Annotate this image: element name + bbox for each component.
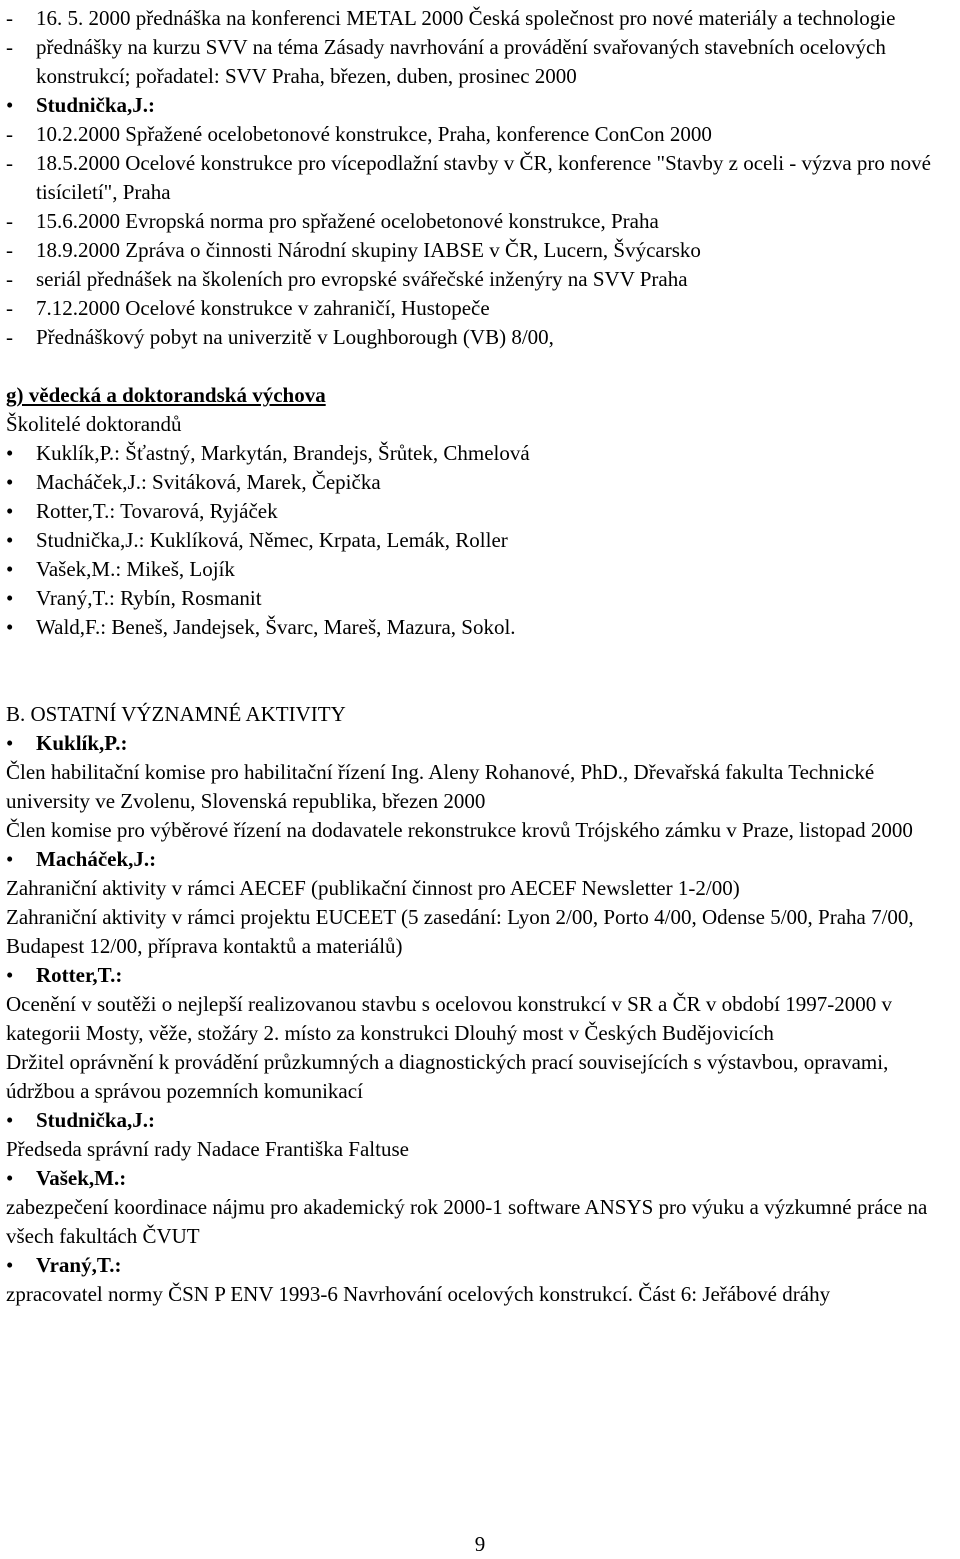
bullet-marker: • xyxy=(6,615,14,639)
activity-paragraph: Ocenění v soutěži o nejlepší realizovanou stavbu s ocelovou konstrukcí v SR a ČR v období 1997-2000 v kategorii Mosty, věže, stožáry 2. místo za konstrukci Dlouhý most v Českých Budějovicích xyxy=(6,992,892,1045)
bullet-marker: • xyxy=(6,1108,14,1132)
list-item-text: Vraný,T.: Rybín, Rosmanit xyxy=(36,586,262,610)
activities-section xyxy=(6,729,956,1309)
list-item-text: Macháček,J.: Svitáková, Marek, Čepička xyxy=(36,470,381,494)
supervisor-list xyxy=(6,439,956,642)
person-heading xyxy=(6,845,956,874)
list-item xyxy=(6,236,956,265)
bullet-marker: • xyxy=(6,499,14,523)
list-item-text: seriál přednášek na školeních pro evropské svářečské inženýry na SVV Praha xyxy=(36,267,688,291)
list-item-text: 7.12.2000 Ocelové konstrukce v zahraničí, Hustopeče xyxy=(36,296,490,320)
dash-marker: - xyxy=(6,296,13,320)
activity-paragraph: Držitel oprávnění k provádění průzkumných a diagnostických prací souvisejících s výstavbou, opravami, údržbou a správou pozemních komunikací xyxy=(6,1050,889,1103)
bullet-marker: • xyxy=(6,586,14,610)
person-name: Rotter,T.: xyxy=(36,963,123,987)
list-item xyxy=(6,497,956,526)
list-item-text: 15.6.2000 Evropská norma pro spřažené ocelobetonové konstrukce, Praha xyxy=(36,209,659,233)
dash-marker: - xyxy=(6,238,13,262)
dash-marker: - xyxy=(6,325,13,349)
activity-paragraph: zpracovatel normy ČSN P ENV 1993-6 Navrhování ocelových konstrukcí. Část 6: Jeřábové dráhy xyxy=(6,1282,831,1306)
page-content xyxy=(6,4,956,1309)
dash-marker: - xyxy=(6,35,13,59)
list-item xyxy=(6,4,956,33)
bullet-marker: • xyxy=(6,847,14,871)
dash-marker: - xyxy=(6,122,13,146)
bullet-marker: • xyxy=(6,1253,14,1277)
activity-paragraph: Předseda správní rady Nadace Františka Faltuse xyxy=(6,1137,409,1161)
person-heading xyxy=(6,1164,956,1193)
list-item-text: Vašek,M.: Mikeš, Lojík xyxy=(36,557,235,581)
list-item-text: Rotter,T.: Tovarová, Ryjáček xyxy=(36,499,278,523)
activity-paragraph: Zahraniční aktivity v rámci AECEF (publikační činnost pro AECEF Newsletter 1-2/00) xyxy=(6,876,740,900)
person-name: Studnička,J.: xyxy=(36,93,156,117)
person-name: Vašek,M.: xyxy=(36,1166,127,1190)
list-item xyxy=(6,294,956,323)
bullet-marker: • xyxy=(6,963,14,987)
list-item xyxy=(6,323,956,352)
person-name: Macháček,J.: xyxy=(36,847,157,871)
list-item-text: Wald,F.: Beneš, Jandejsek, Švarc, Mareš, Mazura, Sokol. xyxy=(36,615,516,639)
list-item xyxy=(6,33,956,91)
section-b-heading: B. OSTATNÍ VÝZNAMNÉ AKTIVITY xyxy=(6,702,346,726)
activity-paragraph: Člen habilitační komise pro habilitační řízení Ing. Aleny Rohanové, PhD., Dřevařská fakulta Technické university ve Zvolenu, Slovenská republika, březen 2000 xyxy=(6,760,875,813)
spacer xyxy=(6,642,956,700)
person-name: Kuklík,P.: xyxy=(36,731,128,755)
studnicka-heading xyxy=(6,91,956,120)
list-item-text: přednášky na kurzu SVV na téma Zásady navrhování a provádění svařovaných stavebních ocelových konstrukcí; pořadatel: SVV Praha, březen, duben, prosinec 2000 xyxy=(36,35,886,88)
person-heading xyxy=(6,729,956,758)
list-item-text: 18.9.2000 Zpráva o činnosti Národní skupiny IABSE v ČR, Lucern, Švýcarsko xyxy=(36,238,701,262)
person-name: Vraný,T.: xyxy=(36,1253,122,1277)
list-item-text: Kuklík,P.: Šťastný, Markytán, Brandejs, Šrůtek, Chmelová xyxy=(36,441,530,465)
section-g-heading: g) vědecká a doktorandská výchova xyxy=(6,383,326,407)
list-item xyxy=(6,120,956,149)
person-name: Studnička,J.: xyxy=(36,1108,156,1132)
list-item xyxy=(6,468,956,497)
list-item xyxy=(6,207,956,236)
list-item-text: Přednáškový pobyt na univerzitě v Loughborough (VB) 8/00, xyxy=(36,325,554,349)
section-g-subheading: Školitelé doktorandů xyxy=(6,412,182,436)
lecture-list-top xyxy=(6,4,956,91)
list-item xyxy=(6,613,956,642)
bullet-marker: • xyxy=(6,557,14,581)
dash-marker: - xyxy=(6,209,13,233)
page-number: 9 xyxy=(474,1532,486,1556)
bullet-marker: • xyxy=(6,731,14,755)
dash-marker: - xyxy=(6,267,13,291)
spacer xyxy=(6,352,956,381)
dash-marker: - xyxy=(6,6,13,30)
person-heading xyxy=(6,1106,956,1135)
list-item xyxy=(6,265,956,294)
dash-marker: - xyxy=(6,151,13,175)
bullet-marker: • xyxy=(6,528,14,552)
list-item-text: 18.5.2000 Ocelové konstrukce pro vícepodlažní stavby v ČR, konference "Stavby z oceli - výzva pro nové tisíciletí", Praha xyxy=(36,151,931,204)
list-item-text: 16. 5. 2000 přednáška na konferenci METAL 2000 Česká společnost pro nové materiály a technologie xyxy=(36,6,896,30)
person-heading xyxy=(6,961,956,990)
list-item xyxy=(6,149,956,207)
activity-paragraph: zabezpečení koordinace nájmu pro akademický rok 2000-1 software ANSYS pro výuku a výzkumné práce na všech fakultách ČVUT xyxy=(6,1195,928,1248)
bullet-marker: • xyxy=(6,93,14,117)
list-item xyxy=(6,439,956,468)
bullet-marker: • xyxy=(6,1166,14,1190)
person-heading xyxy=(6,1251,956,1280)
list-item xyxy=(6,584,956,613)
list-item xyxy=(6,555,956,584)
bullet-marker: • xyxy=(6,441,14,465)
studnicka-lecture-list xyxy=(6,120,956,352)
bullet-marker: • xyxy=(6,470,14,494)
activity-paragraph: Zahraniční aktivity v rámci projektu EUCEET (5 zasedání: Lyon 2/00, Porto 4/00, Odense 5/00, Praha 7/00, Budapest 12/00, příprava kontaktů a materiálů) xyxy=(6,905,914,958)
list-item-text: 10.2.2000 Spřažené ocelobetonové konstrukce, Praha, konference ConCon 2000 xyxy=(36,122,712,146)
list-item xyxy=(6,526,956,555)
activity-paragraph: Člen komise pro výběrové řízení na dodavatele rekonstrukce krovů Trójského zámku v Praze, listopad 2000 xyxy=(6,818,913,842)
list-item-text: Studnička,J.: Kuklíková, Němec, Krpata, Lemák, Roller xyxy=(36,528,508,552)
